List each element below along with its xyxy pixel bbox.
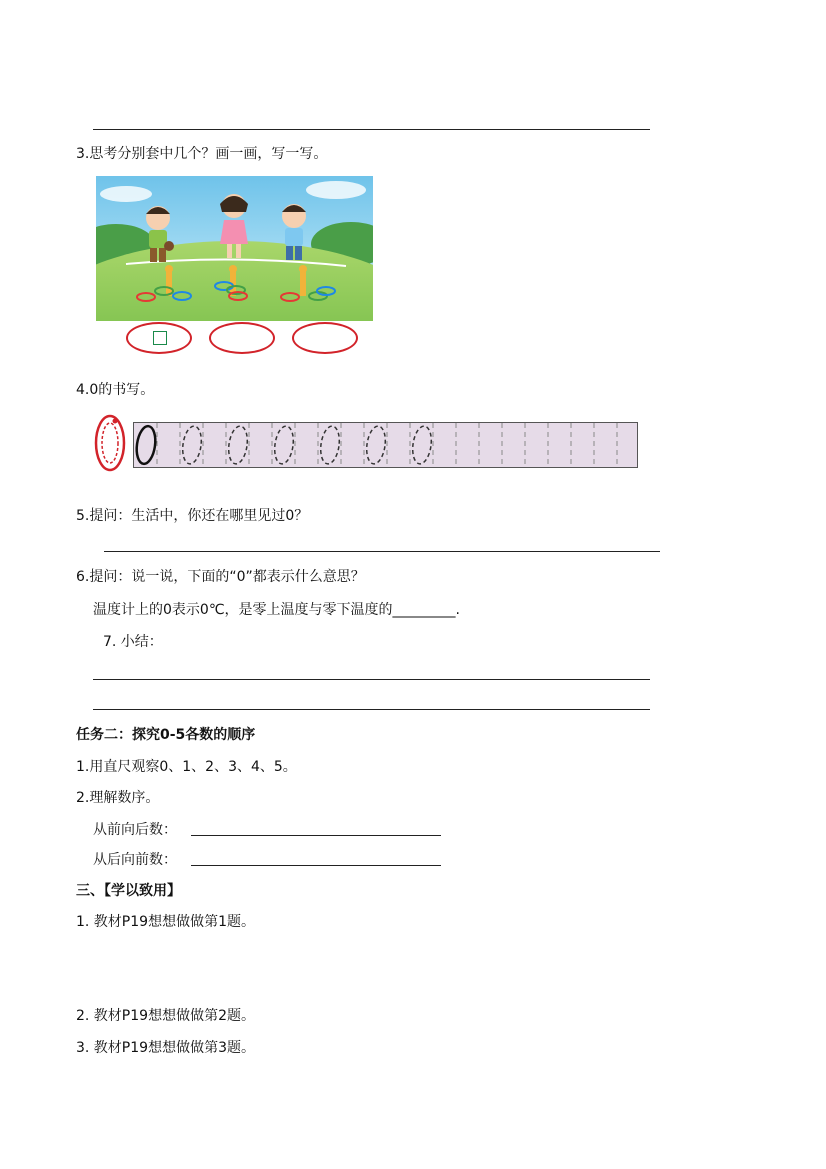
summary-line-2[interactable] [93,709,650,710]
section-3-item-2: 2. 教材P19想想做做第2题。 [76,1008,255,1024]
zero-stroke-guide-icon [90,412,130,478]
task-2-heading: 任务二：探究0-5各数的顺序 [76,727,256,743]
answer-oval-2[interactable] [209,322,275,354]
answer-oval-1[interactable] [126,322,192,354]
answer-line-q5[interactable] [104,551,660,552]
section-3-item-3: 3. 教材P19想想做做第3题。 [76,1040,255,1056]
question-7-summary: 7. 小结： [103,634,163,650]
section-3-item-1: 1. 教材P19想想做做第1题。 [76,914,255,930]
count-forward-label: 从前向后数： [93,822,177,838]
summary-line-1[interactable] [93,679,650,680]
writing-practice-grid [133,422,638,468]
count-backward-line[interactable] [191,865,441,866]
question-6: 6.提问：说一说，下面的“0”都表示什么意思？ [76,569,365,585]
question-5: 5.提问：生活中，你还在哪里见过0？ [76,508,309,524]
count-backward-label: 从后向前数： [93,852,177,868]
section-3-heading: 三、【学以致用】 [76,883,181,899]
count-forward-line[interactable] [191,835,441,836]
task-2-item-2: 2.理解数序。 [76,790,160,806]
ring-toss-illustration [96,176,373,321]
question-3: 3.思考分别套中几个？画一画，写一写。 [76,146,328,162]
temperature-statement [93,601,460,619]
answer-oval-3[interactable] [292,322,358,354]
temperature-blank[interactable]: _________. [392,602,460,618]
temperature-text: 温度计上的0表示0℃，是零上温度与零下温度的 [93,602,393,618]
question-4: 4.0的书写。 [76,382,155,398]
task-2-item-1: 1.用直尺观察0、1、2、3、4、5。 [76,759,297,775]
answer-line-top [93,129,650,130]
answer-box [153,331,167,345]
